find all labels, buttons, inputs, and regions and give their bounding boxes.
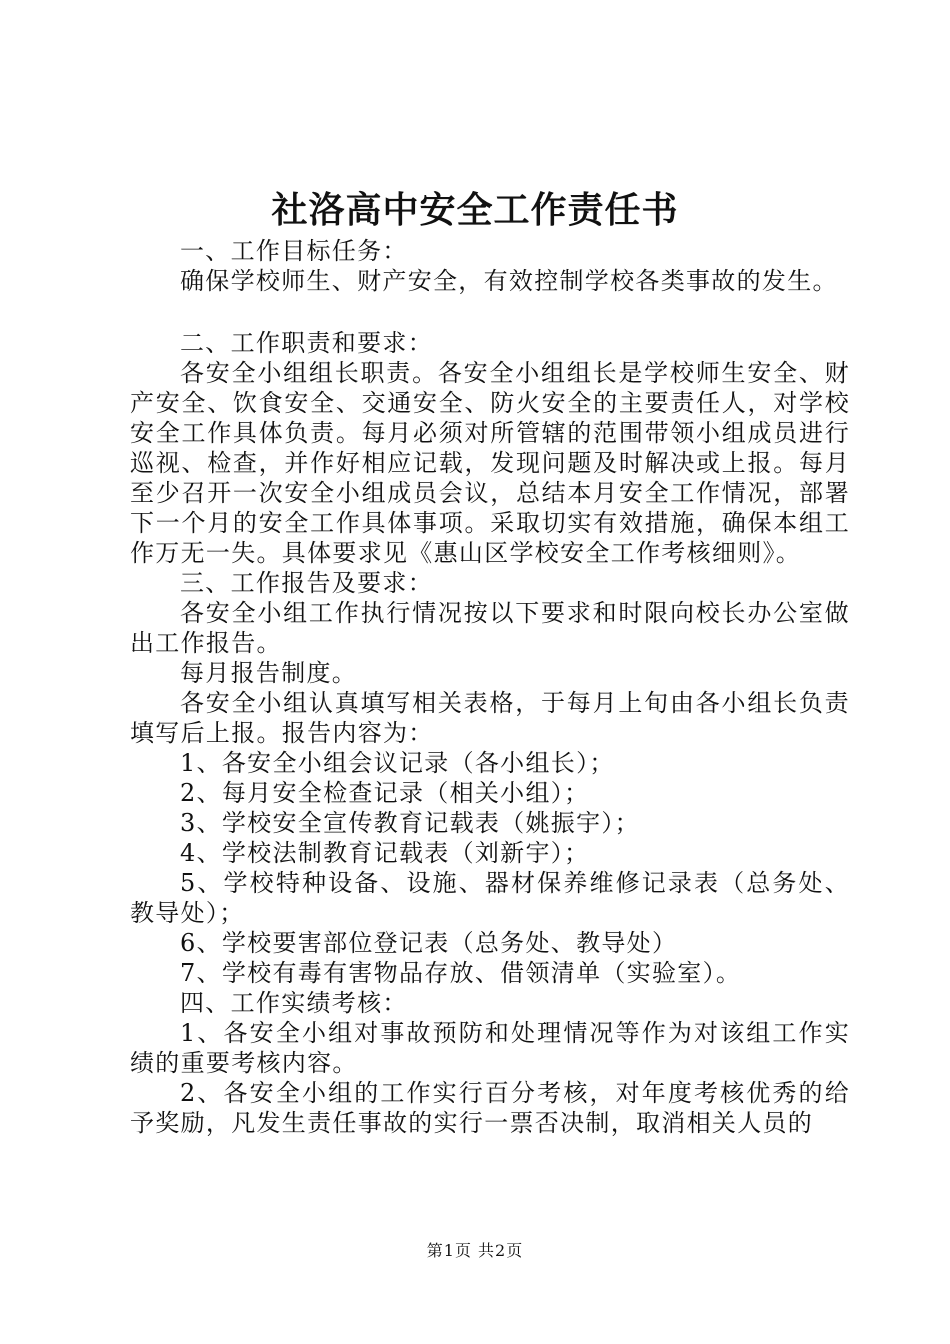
list-item: 6、学校要害部位登记表（总务处、教导处） [180, 929, 678, 957]
section-heading-2: 二、工作职责和要求： [180, 329, 433, 357]
paragraph: 各安全小组工作执行情况按以下要求和时限向校长办公室做出工作报告。 [130, 599, 850, 657]
paragraph: 每月报告制度。 [180, 659, 358, 687]
paragraph: 各安全小组组长职责。各安全小组组长是学校师生安全、财产安全、饮食安全、交通安全、防火安全的主要责任人，对学校安全工作具体负责。每月必须对所管辖的范围带领小组成员进行巡视、检查，并作好相应记载，发现问题及时解决或上报。每月至少召开一次安全小组成员会议，总结本月安全工作情况，部署下一个月的安全工作具体事项。采取切实有效措施，确保本组工作万无一失。具体要求见《惠山区学校安全工作考核细则》。 [130, 359, 850, 567]
page-title: 社洛高中安全工作责任书 [271, 189, 679, 231]
document-body [130, 236, 850, 1138]
list-item: 7、学校有毒有害物品存放、借领清单（实验室）。 [180, 959, 742, 987]
section-heading-3: 三、工作报告及要求： [180, 569, 433, 597]
section-heading-4: 四、工作实绩考核： [180, 989, 408, 1017]
list-item: 2、各安全小组的工作实行百分考核，对年度考核优秀的给予奖励，凡发生责任事故的实行一票否决制，取消相关人员的 [130, 1079, 850, 1137]
section-heading-1: 一、工作目标任务： [180, 237, 408, 265]
list-item: 5、学校特种设备、设施、器材保养维修记录表（总务处、教导处）； [130, 869, 850, 927]
paragraph: 确保学校师生、财产安全，有效控制学校各类事故的发生。 [180, 267, 838, 295]
list-item: 3、学校安全宣传教育记载表（姚振宇）； [180, 809, 640, 837]
paragraph-gap [130, 296, 850, 328]
list-item: 4、学校法制教育记载表（刘新宇）； [180, 839, 590, 867]
paragraph: 各安全小组认真填写相关表格，于每月上旬由各小组长负责填写后上报。报告内容为： [130, 689, 850, 747]
list-item: 1、各安全小组会议记录（各小组长）； [180, 749, 615, 777]
list-item: 2、每月安全检查记录（相关小组）； [180, 779, 590, 807]
list-item: 1、各安全小组对事故预防和处理情况等作为对该组工作实绩的重要考核内容。 [130, 1019, 850, 1077]
page-footer: 第1页 共2页 [426, 1241, 524, 1260]
